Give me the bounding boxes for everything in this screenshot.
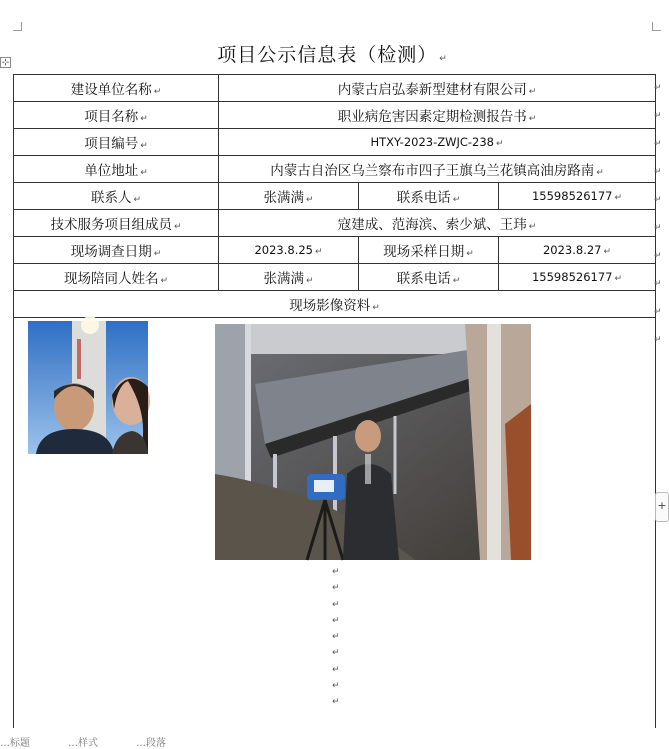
project-number-value[interactable]: HTXY-2023-ZWJC-238 ↵ xyxy=(219,129,656,156)
survey-date-label: 现场调查日期 ↵ xyxy=(14,237,219,264)
project-name-value[interactable]: 职业病危害因素定期检测报告书 ↵ xyxy=(219,102,656,129)
status-fragment[interactable]: …标题 xyxy=(0,738,30,749)
table-row xyxy=(14,264,656,291)
row-end-marks xyxy=(654,74,662,354)
table-row xyxy=(14,75,656,102)
survey-date-value[interactable]: 2023.8.25 ↵ xyxy=(219,237,359,264)
empty-paragraph-marks xyxy=(332,564,344,711)
title-text: 项目公示信息表（检测） xyxy=(217,44,438,66)
construction-unit-label: 建设单位名称 ↵ xyxy=(14,75,219,102)
paragraph-mark-icon: ↵ xyxy=(332,664,340,675)
construction-unit-value[interactable]: 内蒙古启弘泰新型建材有限公司 ↵ xyxy=(219,75,656,102)
paragraph-mark-icon: ↵ xyxy=(332,615,340,626)
row-end-mark-icon: ↵ xyxy=(654,251,662,261)
row-end-mark-icon: ↵ xyxy=(654,139,662,149)
paragraph-mark-icon: ↵ xyxy=(332,681,340,692)
contact-label: 联系人 ↵ xyxy=(14,183,219,210)
table-row xyxy=(14,237,656,264)
row-end-mark-icon: ↵ xyxy=(654,279,662,289)
row-end-mark-icon: ↵ xyxy=(654,335,662,345)
table-row xyxy=(14,318,656,729)
address-value[interactable]: 内蒙古自治区乌兰察布市四子王旗乌兰花镇高油房路南 ↵ xyxy=(219,156,656,183)
page-corner-mark xyxy=(652,22,661,31)
photos-cell xyxy=(14,318,656,729)
paragraph-mark-icon: ↵ xyxy=(332,632,340,643)
paragraph-mark-icon: ↵ xyxy=(332,567,340,577)
sampling-date-value[interactable]: 2023.8.27 ↵ xyxy=(499,237,656,264)
row-end-mark-icon: ↵ xyxy=(654,83,662,93)
row-end-mark-icon: ↵ xyxy=(654,307,662,317)
sampling-date-label: 现场采样日期 ↵ xyxy=(359,237,499,264)
table-row xyxy=(14,129,656,156)
team-label: 技术服务项目组成员 ↵ xyxy=(14,210,219,237)
escort-label: 现场陪同人姓名 ↵ xyxy=(14,264,219,291)
page-corner-mark xyxy=(13,22,22,31)
paragraph-mark-icon: ↵ xyxy=(332,599,340,610)
row-end-mark-icon: ↵ xyxy=(654,167,662,177)
row-end-mark-icon: ↵ xyxy=(654,111,662,121)
paragraph-mark-icon: ↵ xyxy=(332,648,340,659)
contact-name-value[interactable]: 张满满 ↵ xyxy=(219,183,359,210)
photos-header: 现场影像资料 ↵ xyxy=(14,291,656,318)
table-row xyxy=(14,102,656,129)
escort-name-value[interactable]: 张满满 ↵ xyxy=(219,264,359,291)
team-value[interactable]: 寇建成、范海滨、索少斌、王玮 ↵ xyxy=(219,210,656,237)
table-row xyxy=(14,210,656,237)
table-row xyxy=(14,291,656,318)
status-fragment[interactable]: …段落 xyxy=(136,738,166,749)
project-number-label: 项目编号 ↵ xyxy=(14,129,219,156)
address-label: 单位地址 ↵ xyxy=(14,156,219,183)
contact-phone-label: 联系电话 ↵ xyxy=(359,183,499,210)
project-info-table xyxy=(13,74,656,728)
table-move-handle-icon[interactable]: ⊹ xyxy=(1,58,10,68)
row-end-mark-icon: ↵ xyxy=(654,223,662,233)
contact-phone-value[interactable]: 15598526177 ↵ xyxy=(499,183,656,210)
paragraph-mark-icon: ↵ xyxy=(439,54,448,64)
document-title xyxy=(0,40,665,67)
table-row xyxy=(14,156,656,183)
selfie-photo[interactable] xyxy=(28,321,148,454)
row-end-mark-icon: ↵ xyxy=(654,195,662,205)
status-strip xyxy=(0,734,665,749)
table-row xyxy=(14,183,656,210)
escort-phone-label: 联系电话 ↵ xyxy=(359,264,499,291)
add-button[interactable]: + xyxy=(655,492,669,522)
escort-phone-value[interactable]: 15598526177 ↵ xyxy=(499,264,656,291)
project-name-label: 项目名称 ↵ xyxy=(14,102,219,129)
paragraph-mark-icon: ↵ xyxy=(332,583,340,594)
site-photo[interactable] xyxy=(215,324,531,560)
status-fragment[interactable]: …样式 xyxy=(68,738,98,749)
paragraph-mark-icon: ↵ xyxy=(332,697,340,708)
